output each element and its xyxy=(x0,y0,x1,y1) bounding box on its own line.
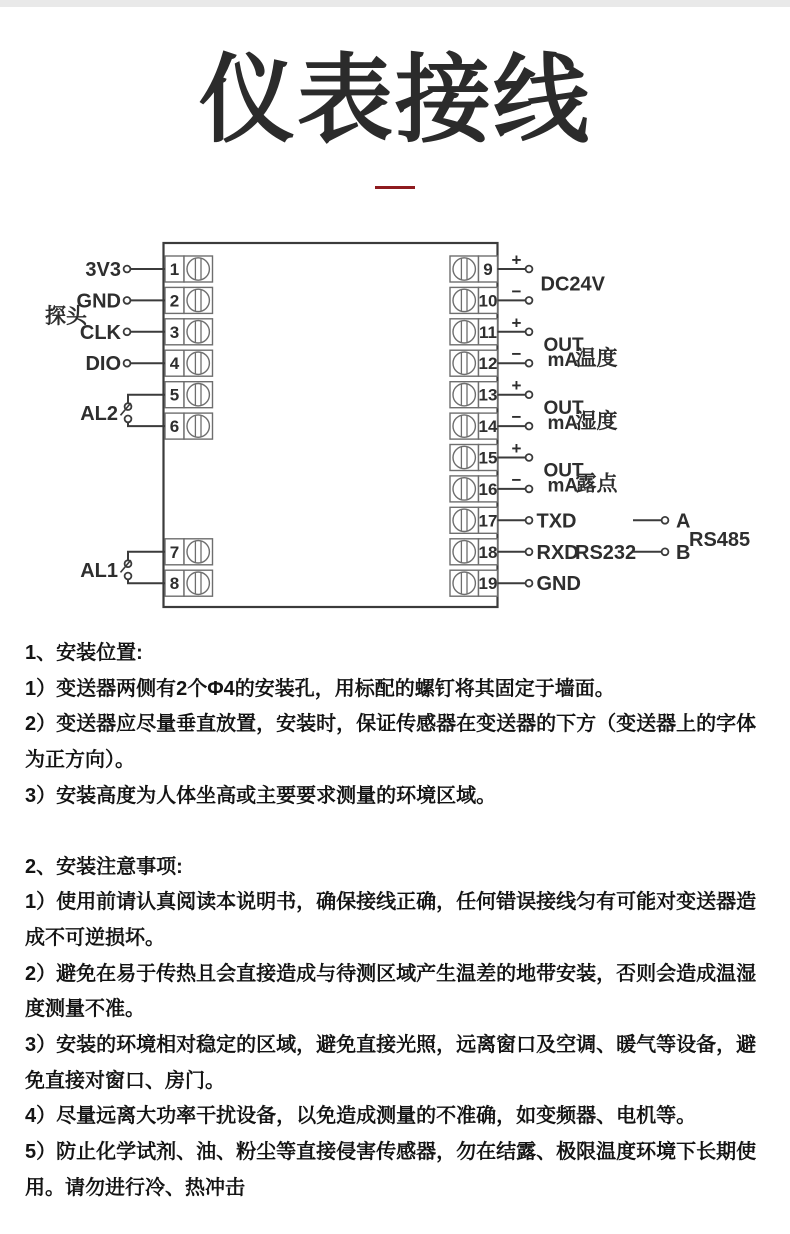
screw-terminal-icon xyxy=(453,289,475,311)
out-label: OUT xyxy=(543,335,584,356)
terminal-17 xyxy=(450,507,498,533)
terminal-4 xyxy=(165,350,213,376)
terminal-number: 5 xyxy=(169,385,180,405)
terminal-number: 17 xyxy=(478,511,498,531)
connection-node xyxy=(526,486,533,493)
alarm2-switch xyxy=(80,395,165,426)
output-name: 湿度 xyxy=(575,410,618,433)
switch-contact xyxy=(125,416,132,423)
instruction-item: 3）安装高度为人体坐高或主要要求测量的环境区域。 xyxy=(25,784,497,807)
terminal-13 xyxy=(450,382,498,408)
ma-label: mA xyxy=(547,413,579,434)
minus-sign: − xyxy=(511,344,522,364)
terminal-number: 19 xyxy=(478,574,498,594)
plus-sign: + xyxy=(511,439,522,458)
ma-label: mA xyxy=(547,350,579,371)
terminal-10 xyxy=(450,287,498,313)
out-label: OUT xyxy=(543,398,584,419)
gnd-label: GND xyxy=(536,573,581,596)
power-label: DC24V xyxy=(540,273,605,296)
instruction-item: 2）变送器应尽量垂直放置，安装时，保证传感器在变送器的下方（变送器上的字体为正方向）。 xyxy=(25,713,757,772)
pin-txd xyxy=(498,510,577,532)
wire-12-minus xyxy=(498,345,533,367)
connection-node xyxy=(662,517,669,524)
rxd-label: RXD xyxy=(536,541,579,564)
instruction-item: 1）使用前请认真阅读本说明书，确保接线正确，任何错误接线匀有可能对变送器造成不可逆损坏。 xyxy=(25,891,757,949)
screw-terminal-icon xyxy=(453,478,475,500)
top-divider-bar xyxy=(0,0,790,7)
instructions xyxy=(25,636,766,1207)
wire-11-plus xyxy=(498,313,533,335)
wire-9-plus xyxy=(498,251,533,273)
pin-label: CLK xyxy=(79,321,121,344)
screw-terminal-icon xyxy=(187,572,209,594)
connection-node xyxy=(124,360,131,367)
connection-node xyxy=(526,517,533,524)
screw-terminal-icon xyxy=(453,352,475,374)
output-name: 露点 xyxy=(575,472,618,496)
terminal-15 xyxy=(450,445,498,471)
probe-label: 探头 xyxy=(45,305,87,328)
pin-rxd xyxy=(498,542,637,564)
screw-terminal-icon xyxy=(453,509,475,531)
terminal-8 xyxy=(165,570,213,596)
output-name: 温度 xyxy=(575,347,618,370)
terminal-number: 14 xyxy=(478,417,498,437)
plus-sign: + xyxy=(511,313,522,333)
rs485-group xyxy=(633,510,750,564)
section-heading: 2、安装注意事项: xyxy=(25,855,183,878)
terminal-18 xyxy=(450,539,498,565)
screw-terminal-icon xyxy=(187,258,209,280)
screw-terminal-icon xyxy=(453,321,475,343)
instruction-item: 5）防止化学试剂、油、粉尘等直接侵害传感器，勿在结露、极限温度环境下长期使用。请勿进行冷、热冲击 xyxy=(25,1141,757,1199)
connection-node xyxy=(526,423,533,430)
connection-node xyxy=(526,548,533,555)
terminal-number: 7 xyxy=(169,542,180,562)
section-install-notes xyxy=(25,850,766,1207)
connection-node xyxy=(124,297,131,304)
pin-gnd-serial xyxy=(498,573,581,595)
connection-node xyxy=(526,297,533,304)
pin-label: GND xyxy=(76,290,121,313)
pin-label: 3V3 xyxy=(85,259,121,281)
minus-sign: − xyxy=(511,470,522,490)
terminal-2 xyxy=(165,287,213,313)
screw-terminal-icon xyxy=(187,541,209,563)
wire-13-plus xyxy=(498,376,533,398)
terminal-number: 2 xyxy=(169,291,180,311)
screw-terminal-icon xyxy=(453,572,475,594)
screw-terminal-icon xyxy=(453,541,475,563)
wire-15-plus xyxy=(498,439,533,461)
terminal-12 xyxy=(450,350,498,376)
instruction-item: 4）尽量远离大功率干扰设备，以免造成测量的不准确，如变频器、电机等。 xyxy=(25,1105,697,1128)
connection-node xyxy=(662,548,669,555)
connection-node xyxy=(124,328,131,335)
section-heading: 1、安装位置: xyxy=(25,642,143,664)
instruction-item: 3）安装的环境相对稳定的区域，避免直接光照，远离窗口及空调、暖气等设备，避免直接对窗口、房门。 xyxy=(25,1034,757,1092)
terminal-number: 3 xyxy=(169,322,180,342)
alarm2-label: AL2 xyxy=(80,403,118,425)
terminal-16 xyxy=(450,476,498,502)
terminal-number: 6 xyxy=(169,417,180,437)
connection-node xyxy=(526,454,533,461)
terminal-5 xyxy=(165,382,213,408)
switch-contact xyxy=(125,573,132,580)
screw-terminal-icon xyxy=(453,446,475,468)
wire-10-minus xyxy=(498,282,533,304)
screw-terminal-icon xyxy=(187,352,209,374)
output-group-humidity xyxy=(544,398,618,434)
rs485-b-label: B xyxy=(676,541,691,564)
terminal-number: 15 xyxy=(478,448,498,468)
connection-node xyxy=(526,266,533,273)
terminal-6 xyxy=(165,413,213,439)
wire-14-minus xyxy=(498,408,533,430)
terminal-number: 12 xyxy=(478,354,498,374)
screw-terminal-icon xyxy=(453,258,475,280)
connection-node xyxy=(526,580,533,587)
pin-label: DIO xyxy=(85,353,121,376)
screw-terminal-icon xyxy=(187,321,209,343)
section-install-position xyxy=(25,636,766,815)
connection-node xyxy=(124,266,131,273)
pin-clk xyxy=(80,322,165,344)
terminal-14 xyxy=(450,413,498,439)
instruction-item: 1）变送器两侧有2个Φ4的安装孔，用标配的螺钉将其固定于墙面。 xyxy=(25,677,615,700)
instruction-item: 2）避免在易于传热且会直接造成与待测区域产生温差的地带安装，否则会造成温湿度测量不准。 xyxy=(25,962,757,1021)
alarm1-switch xyxy=(80,552,165,583)
terminal-11 xyxy=(450,319,498,345)
wiring-diagram xyxy=(0,230,790,620)
terminal-number: 13 xyxy=(478,385,498,405)
connection-node xyxy=(526,360,533,367)
pin-3v3 xyxy=(85,259,165,281)
terminal-3 xyxy=(165,319,213,345)
screw-terminal-icon xyxy=(453,415,475,437)
terminal-19 xyxy=(450,570,498,596)
txd-label: TXD xyxy=(536,510,577,533)
terminal-number: 16 xyxy=(478,479,498,499)
plus-sign: + xyxy=(511,376,522,396)
terminal-number: 18 xyxy=(478,542,498,562)
terminal-7 xyxy=(165,539,213,565)
connection-node xyxy=(526,391,533,398)
page-title: 仪表接线 xyxy=(199,47,591,154)
alarm1-label: AL1 xyxy=(80,560,118,582)
terminal-number: 11 xyxy=(479,322,497,342)
output-group-temperature xyxy=(544,335,618,371)
plus-sign: + xyxy=(511,250,522,270)
rs485-label: RS485 xyxy=(689,529,751,551)
device-outline xyxy=(164,243,498,607)
connection-node xyxy=(526,328,533,335)
rs232-label: RS232 xyxy=(575,541,637,564)
terminal-number: 4 xyxy=(169,354,180,374)
title-underline xyxy=(375,186,415,189)
minus-sign: − xyxy=(511,281,522,301)
rs485-a-label: A xyxy=(676,510,691,533)
terminal-number: 10 xyxy=(478,291,498,311)
pin-gnd xyxy=(77,290,165,312)
screw-terminal-icon xyxy=(187,289,209,311)
terminal-9 xyxy=(450,256,498,282)
terminal-number: 8 xyxy=(169,574,180,594)
minus-sign: − xyxy=(511,407,522,427)
out-label: OUT xyxy=(543,460,584,482)
screw-terminal-icon xyxy=(187,415,209,437)
terminal-number: 1 xyxy=(169,260,180,279)
wire-16-minus xyxy=(498,470,533,492)
ma-label: mA xyxy=(547,475,579,497)
output-group-dewpoint xyxy=(544,461,619,497)
terminal-1 xyxy=(165,256,213,282)
pin-dio xyxy=(85,353,165,375)
terminal-number: 9 xyxy=(483,260,493,279)
screw-terminal-icon xyxy=(187,384,209,406)
screw-terminal-icon xyxy=(453,384,475,406)
